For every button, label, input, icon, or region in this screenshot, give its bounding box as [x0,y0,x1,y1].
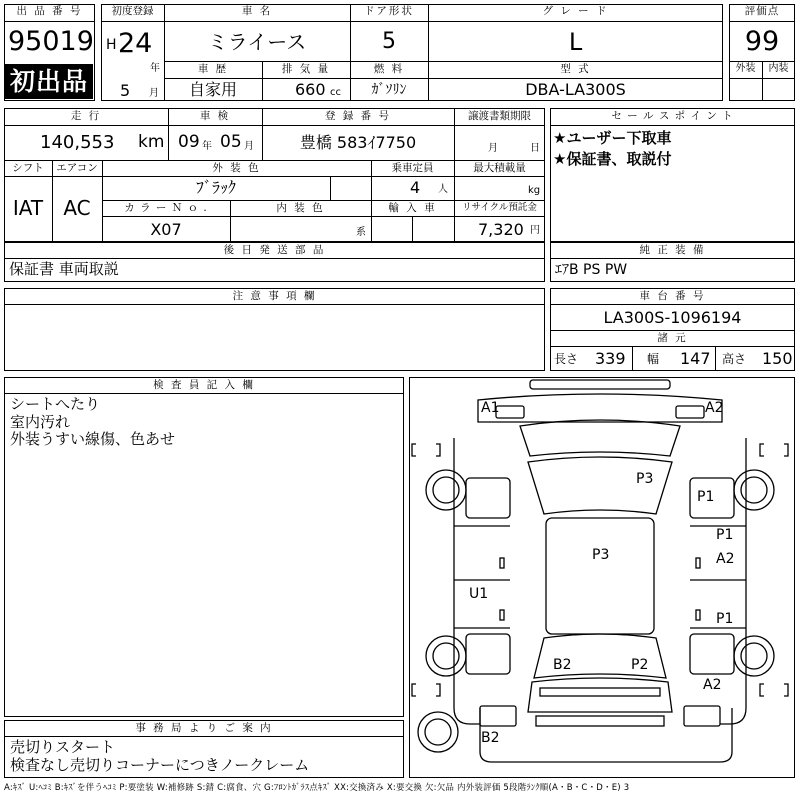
inspection-year: 09 [178,132,200,152]
score-value: 99 [744,26,780,57]
wheel-rear-right [734,636,774,676]
exterior-score-label: 外装 [735,63,756,74]
lot-label: 出 品 番 号 [16,5,83,17]
wheel-front-left [426,470,466,510]
max-load-unit: kg [528,185,541,196]
inspector-notes [10,396,175,449]
rear-hatch [528,678,672,712]
registration-value: 豊橋 583ｲ7750 [299,133,417,152]
wheel-rear-left [426,636,466,676]
left-fender [466,478,510,518]
interior-color-suffix: 系 [356,227,366,238]
inspector-label: 検 査 員 記 入 欄 [153,379,255,391]
mark-b2-rear: B2 [553,657,572,673]
roof [546,518,654,634]
shift-label: シフト [12,162,44,174]
displacement-label: 排 気 量 [281,63,331,75]
office-note-2: 検査なし売切りコーナーにつきノークレーム [10,755,310,774]
bracket-left-front [412,444,416,456]
capacity-value: 4 [410,178,421,197]
inspector-note-3: 外装うすい線傷、色あせ [10,430,176,448]
mark-a2-front: A2 [705,400,724,416]
fuel-value: ｶﾞｿﾘﾝ [371,82,407,98]
damage-legend: A:ｷｽﾞ U:ﾍｺﾐ B:ｷｽﾞを伴うﾍｺﾐ P:要塗装 W:補修跡 S:錆 C:腐食、穴 G:ﾌﾛﾝﾄｶﾞﾗｽ点ｷｽﾞ XX:交換済み X:要交換 欠:欠品 内外装評価 5段階ﾗﾝｸ順(A・B・C・D・E) 3 [4,783,630,793]
inspection-year-unit: 年 [202,141,212,152]
model-value: DBA-LA300S [525,80,626,99]
score-label: 評価点 [744,5,780,17]
bracket-right-front-close [784,444,788,456]
wheel-rear-right-rim [741,643,767,669]
width-label: 幅 [647,352,660,366]
lot-number: 95019 [8,26,94,57]
mileage-label: 走 行 [70,110,102,122]
length-label: 長さ [554,352,579,366]
import-label: 輸 入 車 [388,202,437,214]
chassis-label: 車 台 番 号 [639,290,706,302]
mark-u1: U1 [469,586,489,602]
taillight-left [480,706,516,726]
right-rear-fender [690,634,734,674]
transfer-month-unit: 月 [488,143,498,154]
first-listing-badge: 初出品 [5,64,93,99]
equipment-label: 純 正 装 備 [639,244,706,256]
bracket-right-rear [760,684,764,696]
inspection-label: 車 検 [199,110,231,122]
body-right-outline [720,438,746,724]
recycle-value: 7,320 [478,220,524,239]
door-handle-rf [696,558,700,568]
length-value: 339 [595,349,626,368]
specs-label: 諸 元 [657,332,688,344]
office-note-1: 売切りスタート [10,738,116,756]
mark-a1: A1 [481,400,500,416]
details-box [4,108,545,242]
sales-point-2: ★保証書、取説付 [553,150,672,168]
mark-p3-center: P3 [592,547,610,563]
transfer-deadline-label: 譲渡書類期限 [468,110,531,122]
caution-label: 注 意 事 項 欄 [232,290,317,302]
inspector-note-2: 室内汚れ [10,412,71,431]
door-handle-rr [696,610,700,620]
mark-p1-rdoor: P1 [716,527,734,543]
body-left-outline [454,438,480,724]
bracket-left-front-close [436,444,440,456]
interior-score-label: 内装 [768,63,789,74]
exterior-color-value: ﾌﾞﾗｯｸ [195,178,236,197]
door-label: ドア形状 [364,5,414,17]
mileage-value: 140,553 [40,132,115,153]
left-rear-fender [466,634,510,674]
capacity-unit: 人 [438,184,448,195]
car-diagram [410,378,794,777]
mark-p3-roof: P3 [636,471,654,487]
hood [520,420,680,456]
mark-p2-rear: P2 [631,657,649,673]
first-reg-era: H [106,37,117,53]
displacement-value: 660 [295,80,326,99]
spare-wheel-rim [425,719,451,745]
bracket-right-front [760,444,764,456]
interior-color-label: 内 装 色 [276,202,325,214]
height-label: 高さ [722,352,747,366]
aircon-label: エアコン [56,162,98,174]
history-label: 車 歴 [197,63,229,75]
bracket-left-rear [412,684,416,696]
headlight-right [676,406,704,418]
taillight-right [684,706,720,726]
height-value: 150 [762,349,793,368]
model-label: 型 式 [560,63,591,75]
headlight-left [496,406,524,418]
registration-label: 登 録 番 号 [324,110,391,122]
spare-wheel [418,712,458,752]
max-load-label: 最大積載量 [473,162,526,174]
history-value: 自家用 [188,80,237,99]
first-reg-label: 初度登録 [111,5,154,17]
bracket-left-rear-close [436,684,440,696]
wheel-front-right-rim [741,477,767,503]
recycle-label: リサイクル預託金 [462,202,537,213]
wheel-front-left-rim [433,477,459,503]
mileage-unit: km [138,132,165,152]
transfer-day-unit: 日 [530,143,540,154]
rear-bumper-top [536,716,664,726]
aircon-value: AC [63,196,91,220]
fuel-label: 燃 料 [373,63,405,75]
wheel-rear-left-rim [433,643,459,669]
grade-value: L [568,28,583,56]
office-notes [10,739,309,774]
first-reg-month: 5 [120,81,131,100]
first-reg-month-unit: 月 [149,88,159,99]
color-no-label: カ ラ ー Ｎ ｏ . [124,202,208,214]
mark-p1-rrdoor: P1 [716,611,734,627]
inspection-month-unit: 月 [244,141,254,152]
later-parts-value: 保証書 車両取説 [9,260,119,278]
exterior-color-label: 外 装 色 [212,162,261,174]
sales-points-label: セ ー ル ス ポ イ ン ト [611,110,734,122]
first-reg-year: 24 [118,28,153,59]
color-no-value: X07 [150,220,182,239]
inspector-note-1: シートへたり [10,395,101,413]
inspection-month: 05 [220,132,242,152]
door-value: 5 [382,29,396,54]
office-label: 事 務 局 よ り ご 案 内 [135,722,273,734]
equipment-value: ｴｱB PS PW [555,262,628,278]
recycle-unit: 円 [530,225,540,236]
rear-garnish [540,688,660,696]
front-bumper-top [530,380,670,389]
shift-value: IAT [12,196,44,220]
displacement-unit: cc [330,87,341,98]
mark-a2-rear: A2 [703,677,722,693]
capacity-label: 乗車定員 [391,162,434,174]
mark-b2-bottom: B2 [481,730,500,746]
wheel-front-right [734,470,774,510]
mark-p1-right: P1 [697,489,715,505]
car-name-value: ミライース [207,30,307,54]
later-parts-label: 後 日 発 送 部 品 [223,244,326,256]
chassis-value: LA300S-1096194 [603,308,742,327]
door-handle-lf [500,558,504,568]
grade-label: グ レ ー ド [542,5,609,17]
mark-a2-rdoor: A2 [716,551,735,567]
bracket-right-rear-close [784,684,788,696]
door-handle-lr [500,610,504,620]
sales-point-1: ★ユーザー下取車 [553,129,672,147]
first-reg-year-unit: 年 [150,63,160,74]
width-value: 147 [680,349,711,368]
car-name-label: 車 名 [241,5,273,17]
